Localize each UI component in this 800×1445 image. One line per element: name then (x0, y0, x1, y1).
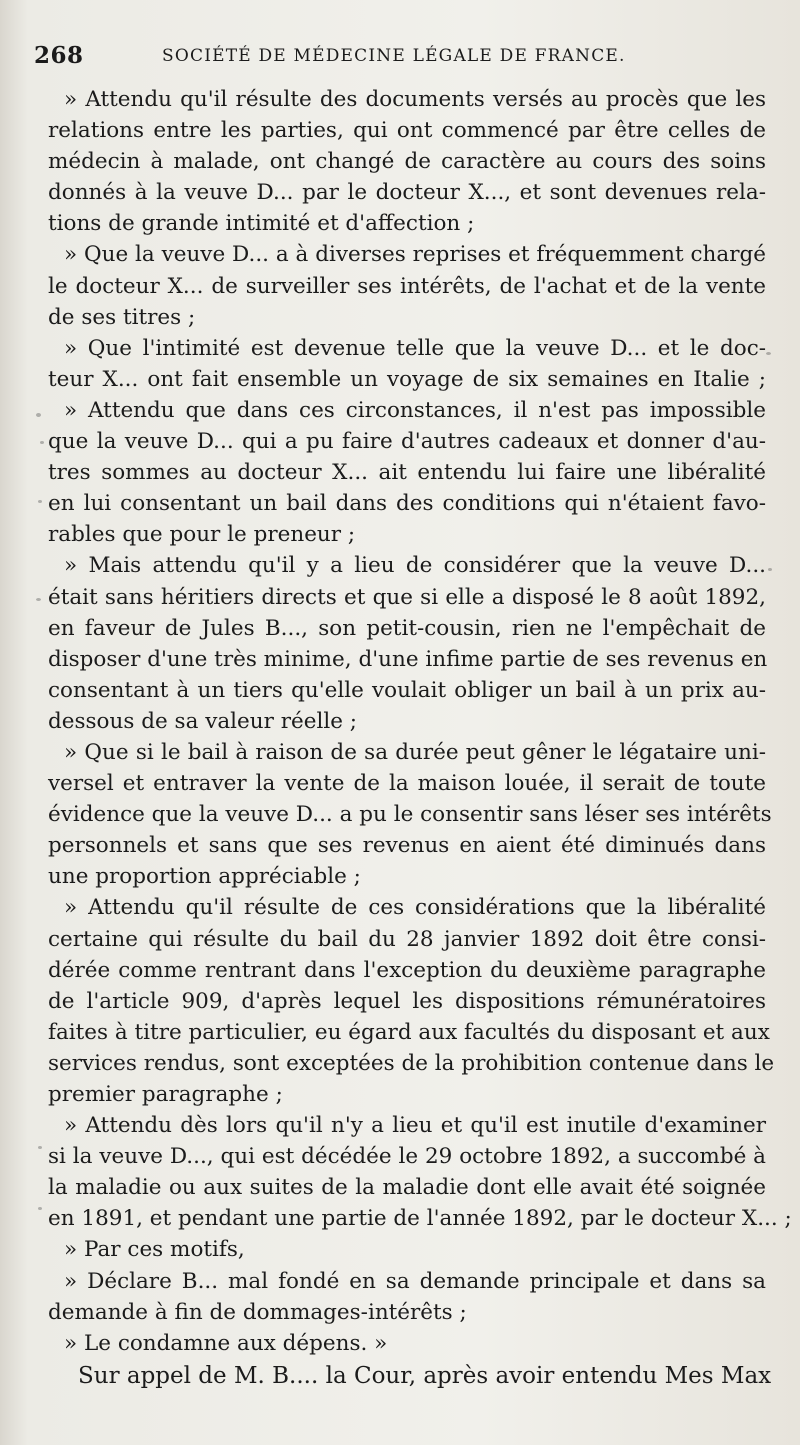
text-line: premier paragraphe ; (48, 1082, 283, 1107)
text-line: disposer d'une très minime, d'une infime partie de ses revenus en (48, 646, 768, 672)
print-speckle (38, 1146, 42, 1149)
text-line: de ses titres ; (48, 304, 196, 330)
text-line: si la veuve D..., qui est décédée le 29 octobre 1892, a succombé à (48, 1144, 766, 1170)
print-speckle (40, 441, 44, 444)
text-line: rables que pour le preneur ; (48, 522, 356, 548)
text-line: dérée comme rentrant dans l'exception du deuxième paragraphe (48, 957, 766, 983)
text-line: que la veuve D... qui a pu faire d'autres cadeaux et donner d'au- (48, 429, 766, 455)
print-speckle (766, 352, 771, 355)
text-line: évidence que la veuve D... a pu le consentir sans léser ses intérêts (48, 802, 772, 828)
judgment-text (48, 84, 792, 1359)
text-line: » Que l'intimité est devenue telle que la veuve D... et le doc- (64, 335, 766, 361)
text-line: » Attendu qu'il résulte de ces considérations que la libéralité (64, 895, 766, 921)
text-line: » Attendu qu'il résulte des documents versés au procès que les (64, 87, 766, 112)
text-line: médecin à malade, ont changé de caractère au cours des soins (48, 149, 766, 175)
text-line: » Mais attendu qu'il y a lieu de considérer que la veuve D... (64, 553, 766, 579)
text-line: consentant à un tiers qu'elle voulait obliger un bail à un prix au- (48, 677, 766, 703)
text-line: demande à fin de dommages-intérêts ; (48, 1299, 467, 1325)
text-line: tres sommes au docteur X... ait entendu lui faire une libéralité (48, 460, 766, 486)
text-line: en lui consentant un bail dans des conditions qui n'étaient favo- (48, 491, 766, 517)
text-line: tions de grande intimité et d'affection ; (48, 211, 475, 237)
text-line: versel et entraver la vente de la maison louée, il serait de toute (48, 771, 766, 797)
text-line: » Déclare B... mal fondé en sa demande principale et dans sa (64, 1268, 766, 1294)
text-line: services rendus, sont exceptées de la prohibition contenue dans le (48, 1050, 775, 1076)
print-speckle (36, 598, 41, 601)
text-line: dessous de sa valeur réelle ; (48, 708, 358, 734)
text-line: » Le condamne aux dépens. » (64, 1330, 388, 1356)
text-line: en faveur de Jules B..., son petit-cousin, rien ne l'empêchait de (48, 615, 766, 641)
text-line: de l'article 909, d'après lequel les dispositions rémunératoires (48, 988, 766, 1014)
print-speckle (38, 500, 42, 503)
text-line: » Que si le bail à raison de sa durée peut gêner le légataire uni- (64, 739, 766, 765)
text-line: teur X... ont fait ensemble un voyage de six semaines en Italie ; (48, 366, 766, 392)
text-line: une proportion appréciable ; (48, 864, 361, 890)
text-line: » Attendu dès lors qu'il n'y a lieu et qu'il est inutile d'examiner (64, 1113, 766, 1139)
text-line: faites à titre particulier, eu égard aux facultés du disposant et aux (48, 1019, 770, 1045)
text-line: relations entre les parties, qui ont commencé par être celles de (48, 118, 766, 144)
print-speckle (36, 413, 41, 417)
running-head: SOCIÉTÉ DE MÉDECINE LÉGALE DE FRANCE. (162, 46, 626, 66)
print-speckle (768, 568, 772, 571)
text-line: » Que la veuve D... a à diverses reprises et fréquemment chargé (64, 242, 766, 268)
page-header (34, 42, 754, 78)
text-line: donnés à la veuve D... par le docteur X..., et sont devenues rela- (48, 180, 766, 206)
text-line: le docteur X... de surveiller ses intérêts, de l'achat et de la vente (48, 273, 766, 299)
text-line: » Attendu que dans ces circonstances, il n'est pas impossible (64, 397, 766, 423)
text-line: personnels et sans que ses revenus en aient été diminués dans (48, 833, 766, 859)
text-line: » Par ces motifs, (64, 1237, 245, 1263)
appeal-line: Sur appel de M. B.... la Cour, après avoir entendu Mes Max (78, 1363, 772, 1389)
text-line: était sans héritiers directs et que si elle a disposé le 8 août 1892, (48, 584, 766, 610)
text-line: certaine qui résulte du bail du 28 janvier 1892 doit être consi- (48, 926, 766, 952)
page-number: 268 (34, 42, 84, 69)
print-speckle (38, 1207, 42, 1210)
text-line: la maladie ou aux suites de la maladie dont elle avait été soignée (48, 1175, 766, 1201)
text-line: en 1891, et pendant une partie de l'année 1892, par le docteur X... ; (48, 1206, 792, 1232)
